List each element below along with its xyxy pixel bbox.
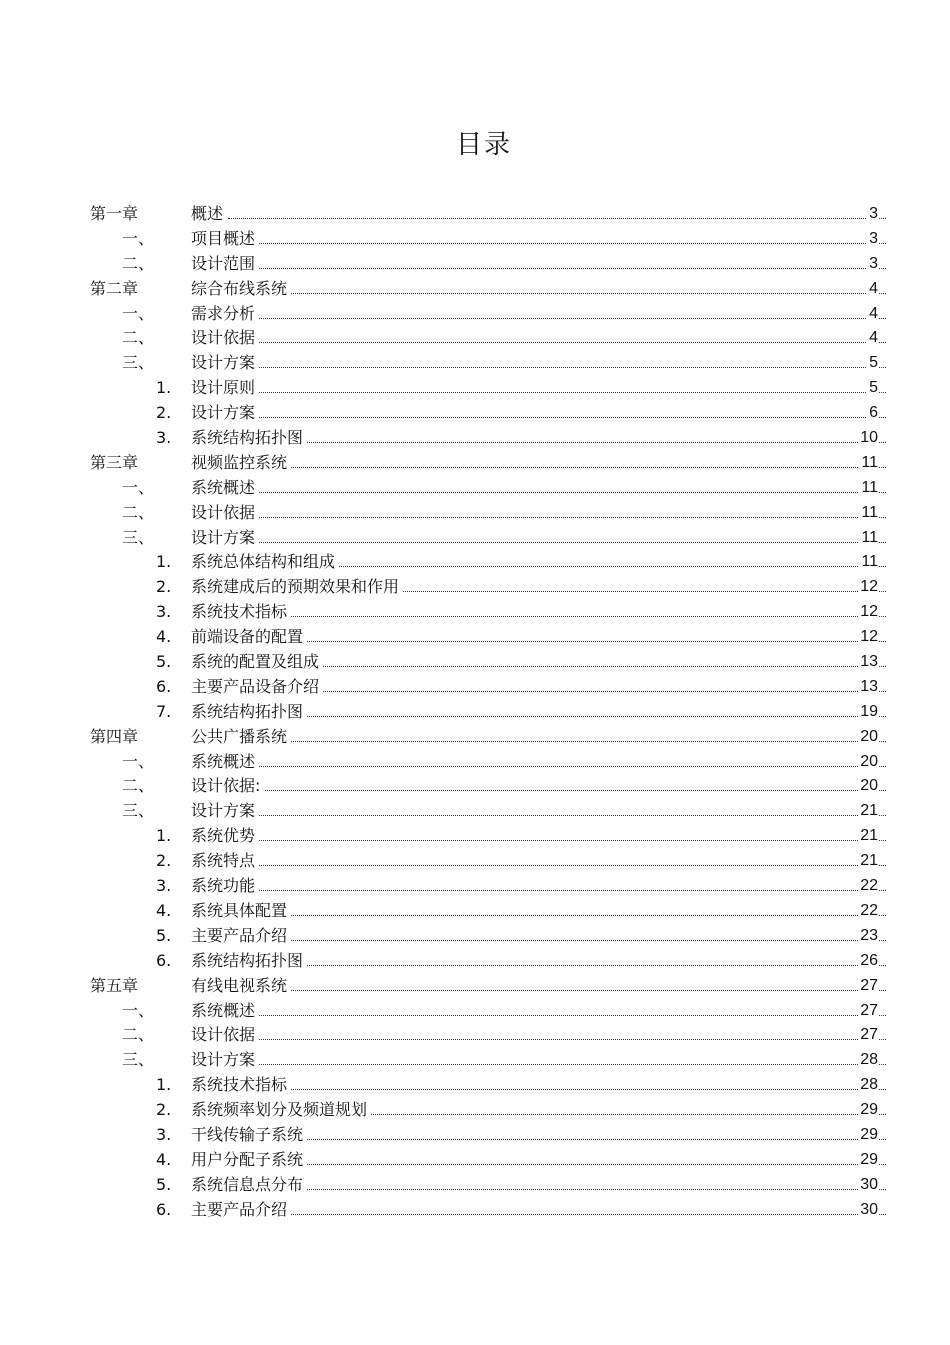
toc-entry-number: 一、	[122, 1000, 155, 1020]
toc-entry[interactable]	[0, 351, 950, 376]
toc-entry-title: 系统总体结构和组成	[191, 550, 339, 574]
toc-entry-page-number: 27	[858, 999, 878, 1023]
toc-entry[interactable]	[0, 401, 950, 426]
toc-entry-number: 第三章	[90, 452, 139, 472]
toc-dot-leader	[228, 1164, 886, 1165]
toc-entry[interactable]	[0, 1173, 950, 1198]
toc-dot-leader	[228, 1039, 886, 1040]
toc-entry-page-number: 26	[858, 949, 878, 973]
toc-entry-title: 系统结构拓扑图	[191, 949, 307, 973]
toc-entry[interactable]	[0, 1048, 950, 1073]
toc-entry[interactable]	[0, 824, 950, 849]
toc-entry-page-number: 5	[867, 351, 878, 375]
toc-entry-number: 第四章	[90, 726, 139, 746]
toc-entry-number: 6.	[156, 950, 172, 970]
toc-entry-page-number: 11	[859, 451, 878, 475]
toc-dot-leader	[228, 243, 886, 244]
toc-entry-number: 4.	[156, 1149, 172, 1169]
toc-entry-title: 设计方案	[191, 401, 259, 425]
toc-entry-title: 干线传输子系统	[191, 1123, 307, 1147]
toc-entry-page-number: 21	[858, 824, 878, 848]
toc-entry-page-number: 11	[859, 526, 878, 550]
toc-entry-page-number: 27	[858, 1023, 878, 1047]
toc-entry-page-number: 21	[858, 849, 878, 873]
toc-entry-title: 设计方案	[191, 526, 259, 550]
toc-entry[interactable]	[0, 252, 950, 277]
toc-dot-leader	[228, 392, 886, 393]
toc-entry-page-number: 4	[867, 302, 878, 326]
toc-entry[interactable]	[0, 1123, 950, 1148]
toc-entry-number: 6.	[156, 1199, 172, 1219]
toc-dot-leader	[228, 840, 886, 841]
toc-entry[interactable]	[0, 849, 950, 874]
toc-dot-leader	[228, 616, 886, 617]
toc-entry-title: 系统概述	[191, 999, 259, 1023]
toc-entry-title: 用户分配子系统	[191, 1148, 307, 1172]
toc-entry-title: 项目概述	[191, 227, 259, 251]
toc-entry[interactable]	[0, 974, 950, 999]
toc-entry[interactable]	[0, 575, 950, 600]
toc-entry-page-number: 22	[858, 874, 878, 898]
toc-entry[interactable]	[0, 675, 950, 700]
toc-dot-leader	[228, 965, 886, 966]
toc-entry-page-number: 20	[858, 750, 878, 774]
toc-entry-title: 系统结构拓扑图	[191, 426, 307, 450]
toc-dot-leader	[228, 417, 886, 418]
toc-entry[interactable]	[0, 227, 950, 252]
toc-dot-leader	[228, 815, 886, 816]
toc-entry-page-number: 28	[858, 1073, 878, 1097]
toc-entry-number: 1.	[156, 826, 172, 846]
toc-dot-leader	[228, 467, 886, 468]
toc-entry-page-number: 29	[858, 1123, 878, 1147]
toc-dot-leader	[228, 790, 886, 791]
toc-entry[interactable]	[0, 1148, 950, 1173]
toc-dot-leader	[228, 318, 886, 319]
toc-entry-page-number: 4	[867, 326, 878, 350]
toc-dot-leader	[228, 268, 886, 269]
toc-entry-number: 二、	[122, 328, 155, 348]
toc-entry[interactable]	[0, 774, 950, 799]
toc-entry-page-number: 22	[858, 899, 878, 923]
toc-entry-number: 3.	[156, 602, 172, 622]
toc-entry-page-number: 11	[859, 501, 878, 525]
toc-entry-number: 三、	[122, 1050, 155, 1070]
toc-entry-number: 6.	[156, 676, 172, 696]
toc-entry-page-number: 28	[858, 1048, 878, 1072]
toc-entry-title: 主要产品介绍	[191, 924, 291, 948]
toc-entry-number: 7.	[156, 701, 172, 721]
toc-entry-number: 3.	[156, 428, 172, 448]
toc-entry[interactable]	[0, 600, 950, 625]
toc-entry[interactable]	[0, 650, 950, 675]
toc-entry-title: 综合布线系统	[191, 277, 291, 301]
toc-entry-title: 需求分析	[191, 302, 259, 326]
toc-dot-leader	[228, 990, 886, 991]
toc-entry-page-number: 13	[858, 650, 878, 674]
toc-dot-leader	[228, 666, 886, 667]
toc-entry-number: 第一章	[90, 204, 139, 223]
toc-entry-number: 1.	[156, 1075, 172, 1095]
toc-entry-page-number: 12	[858, 625, 878, 649]
toc-entry-page-number: 3	[867, 252, 878, 276]
toc-dot-leader	[228, 865, 886, 866]
toc-entry[interactable]	[0, 625, 950, 650]
toc-entry-page-number: 5	[867, 376, 878, 400]
toc-entry-title: 系统功能	[191, 874, 259, 898]
toc-entry-page-number: 11	[859, 550, 878, 574]
toc-entry-number: 3.	[156, 876, 172, 896]
toc-dot-leader	[228, 766, 886, 767]
toc-entry[interactable]	[0, 1073, 950, 1098]
document-title: 目录	[455, 130, 512, 160]
toc-entry-page-number: 30	[858, 1198, 878, 1222]
toc-entry[interactable]	[0, 949, 950, 974]
toc-entry-number: 1.	[156, 552, 172, 572]
toc-entry-title: 设计方案	[191, 351, 259, 375]
toc-entry[interactable]	[0, 700, 950, 725]
toc-entry-number: 3.	[156, 1124, 172, 1144]
toc-entry-number: 1.	[156, 378, 172, 398]
toc-entry-title: 设计依据:	[191, 774, 264, 798]
toc-entry-page-number: 23	[858, 924, 878, 948]
toc-entry-page-number: 4	[867, 277, 878, 301]
toc-entry-title: 设计依据	[191, 1023, 259, 1047]
toc-entry-page-number: 29	[858, 1148, 878, 1172]
toc-dot-leader	[228, 1089, 886, 1090]
toc-entry-number: 二、	[122, 776, 155, 796]
toc-entry-title: 系统建成后的预期效果和作用	[191, 575, 403, 599]
toc-dot-leader	[228, 1139, 886, 1140]
toc-entry-title: 公共广播系统	[191, 725, 291, 749]
toc-entry-number: 二、	[122, 253, 155, 273]
toc-dot-leader	[228, 1015, 886, 1016]
toc-entry-page-number: 10	[858, 426, 878, 450]
toc-entry-page-number: 12	[858, 575, 878, 599]
toc-entry[interactable]	[0, 376, 950, 401]
toc-entry-page-number: 6	[867, 401, 878, 425]
toc-entry[interactable]	[0, 526, 950, 551]
toc-entry-title: 概述	[191, 202, 227, 226]
toc-entry-page-number: 3	[867, 227, 878, 251]
toc-entry-title: 有线电视系统	[191, 974, 291, 998]
toc-entry-page-number: 19	[858, 700, 878, 724]
toc-dot-leader	[228, 741, 886, 742]
toc-entry[interactable]	[0, 1198, 950, 1223]
toc-entry-number: 5.	[156, 925, 172, 945]
toc-entry-page-number: 20	[858, 774, 878, 798]
toc-dot-leader	[228, 293, 886, 294]
toc-entry[interactable]	[0, 550, 950, 575]
toc-dot-leader	[228, 940, 886, 941]
toc-entry[interactable]	[0, 924, 950, 949]
toc-entry-number: 第二章	[90, 278, 139, 298]
toc-dot-leader	[228, 691, 886, 692]
toc-entry-title: 系统具体配置	[191, 899, 291, 923]
toc-entry[interactable]	[0, 750, 950, 775]
toc-entry-title: 系统频率划分及频道规划	[191, 1098, 371, 1122]
toc-dot-leader	[228, 716, 886, 717]
toc-entry-title: 系统信息点分布	[191, 1173, 307, 1197]
toc-entry-number: 三、	[122, 527, 155, 547]
toc-entry-number: 一、	[122, 751, 155, 771]
toc-entry-page-number: 30	[858, 1173, 878, 1197]
toc-entry-number: 一、	[122, 303, 155, 323]
toc-dot-leader	[228, 517, 886, 518]
toc-entry[interactable]	[0, 202, 950, 227]
toc-entry-title: 设计依据	[191, 326, 259, 350]
toc-entry[interactable]	[0, 1023, 950, 1048]
toc-entry-number: 2.	[156, 851, 172, 871]
toc-entry-title: 系统技术指标	[191, 600, 291, 624]
toc-entry-number: 二、	[122, 1025, 155, 1045]
toc-entry-title: 主要产品设备介绍	[191, 675, 323, 699]
toc-entry-number: 2.	[156, 577, 172, 597]
toc-entry[interactable]	[0, 999, 950, 1024]
toc-entry-number: 5.	[156, 652, 172, 672]
toc-dot-leader	[228, 1189, 886, 1190]
toc-dot-leader	[228, 492, 886, 493]
toc-entry-number: 第五章	[90, 975, 139, 995]
toc-entry[interactable]	[0, 899, 950, 924]
toc-entry-number: 2.	[156, 1100, 172, 1120]
toc-entry-page-number: 27	[858, 974, 878, 998]
toc-entry-title: 系统技术指标	[191, 1073, 291, 1097]
toc-entry-number: 三、	[122, 801, 155, 821]
toc-entry-page-number: 21	[858, 799, 878, 823]
toc-dot-leader	[228, 442, 886, 443]
toc-entry-title: 主要产品介绍	[191, 1198, 291, 1222]
toc-entry-number: 三、	[122, 353, 155, 373]
toc-entry-title: 系统优势	[191, 824, 259, 848]
toc-dot-leader	[228, 218, 886, 219]
toc-entry[interactable]	[0, 501, 950, 526]
toc-dot-leader	[228, 342, 886, 343]
toc-entry-number: 2.	[156, 403, 172, 423]
table-of-contents	[0, 202, 950, 1223]
toc-dot-leader	[228, 542, 886, 543]
toc-entry[interactable]	[0, 302, 950, 327]
toc-dot-leader	[228, 915, 886, 916]
toc-entry-title: 设计原则	[191, 376, 259, 400]
toc-entry-number: 一、	[122, 477, 155, 497]
toc-entry-page-number: 11	[859, 476, 878, 500]
toc-entry-number: 4.	[156, 627, 172, 647]
toc-entry[interactable]	[0, 476, 950, 501]
toc-entry-title: 设计方案	[191, 799, 259, 823]
toc-entry[interactable]	[0, 799, 950, 824]
toc-entry-title: 前端设备的配置	[191, 625, 307, 649]
toc-entry-title: 视频监控系统	[191, 451, 291, 475]
toc-entry-title: 系统概述	[191, 750, 259, 774]
toc-entry[interactable]	[0, 1098, 950, 1123]
toc-dot-leader	[228, 1064, 886, 1065]
toc-entry-number: 二、	[122, 502, 155, 522]
toc-entry-page-number: 20	[858, 725, 878, 749]
toc-dot-leader	[228, 890, 886, 891]
toc-entry-page-number: 12	[858, 600, 878, 624]
toc-entry-title: 系统的配置及组成	[191, 650, 323, 674]
toc-dot-leader	[228, 641, 886, 642]
toc-entry-page-number: 13	[858, 675, 878, 699]
toc-entry-number: 5.	[156, 1174, 172, 1194]
toc-dot-leader	[228, 1214, 886, 1215]
toc-entry[interactable]	[0, 326, 950, 351]
toc-entry-title: 系统结构拓扑图	[191, 700, 307, 724]
toc-entry[interactable]	[0, 277, 950, 302]
toc-entry-title: 系统特点	[191, 849, 259, 873]
toc-entry[interactable]	[0, 451, 950, 476]
toc-entry-title: 设计依据	[191, 501, 259, 525]
toc-entry[interactable]	[0, 426, 950, 451]
toc-dot-leader	[228, 367, 886, 368]
toc-entry-number: 4.	[156, 900, 172, 920]
toc-entry[interactable]	[0, 874, 950, 899]
toc-entry-page-number: 29	[858, 1098, 878, 1122]
toc-entry-title: 设计范围	[191, 252, 259, 276]
toc-entry-page-number: 3	[867, 202, 878, 226]
toc-entry-title: 设计方案	[191, 1048, 259, 1072]
toc-entry[interactable]	[0, 725, 950, 750]
toc-entry-number: 一、	[122, 228, 155, 248]
toc-entry-title: 系统概述	[191, 476, 259, 500]
